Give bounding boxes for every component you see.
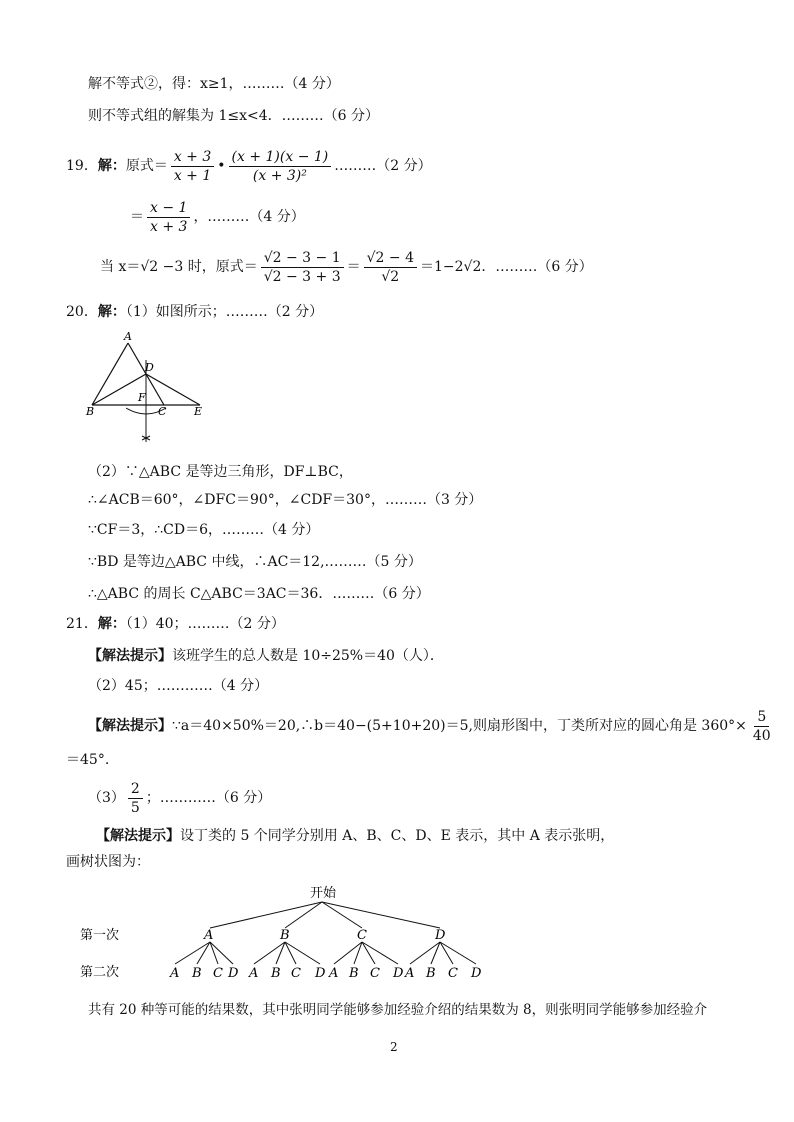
hint-label: 【解法提示】 (88, 718, 172, 734)
q19-text: 原式＝ (125, 158, 168, 174)
tree-node-l1-3: C (357, 928, 367, 943)
q19-fraction-3-num: x − 1 (147, 199, 190, 218)
hint-label: 【解法提示】 (88, 648, 172, 664)
q19-fraction-2-num: (x + 1)(x − 1) (229, 148, 332, 167)
q21-hint-2-cont: ＝45°. (66, 752, 110, 768)
tree-leaf: A (329, 966, 339, 981)
tree-leaf: D (393, 966, 404, 981)
tree-leaf: C (213, 966, 223, 981)
tree-node-l1-2: B (280, 928, 290, 943)
tree-start: 开始 (310, 886, 337, 901)
q19-equals-2: ＝ (346, 259, 361, 275)
hint-1-text: 该班学生的总人数是 10÷25%＝40（人）． (172, 648, 444, 664)
q19-number: 19． (66, 158, 98, 174)
q21-part-3-score: ；…………（6 分） (145, 790, 272, 806)
q20-part-1: （1）如图所示；………（2 分） (125, 304, 324, 320)
inequality-line-2: 则不等式组的解集为 1≤x<4．………（6 分） (88, 108, 379, 124)
tree-first-label: 第一次 (80, 928, 120, 943)
q21-part-3-label: （3） (88, 790, 125, 806)
q19-fraction-5-den: √2 (381, 268, 400, 285)
q19-fraction-3-den: x + 3 (150, 218, 188, 235)
tree-leaf: B (271, 966, 281, 981)
q20-line-6: ∴△ABC 的周长 C△ABC＝3AC＝36．………（6 分） (88, 586, 430, 602)
q21-hint-3-cont: 画树状图为： (66, 854, 150, 870)
q20-line-2: （2）∵△ABC 是等边三角形，DF⊥BC， (88, 464, 353, 480)
hint-2-text: ∵a＝40×50%＝20,∴b＝40−(5+10+20)＝5,则扇形图中，丁类所对应的圆心角是 360°× (172, 718, 747, 734)
hint-2-fraction-num: 5 (754, 708, 769, 727)
tree-node-l1-1: A (204, 928, 214, 943)
q21-conclusion: 共有 20 种等可能的结果数，其中张明同学能够参加经验介绍的结果数为 8，则张明同学能够参加经验介 (88, 1002, 708, 1018)
tree-leaf: B (349, 966, 359, 981)
tree-leaf: D (228, 966, 239, 981)
q21-part-1: （1）40；………（2 分） (125, 616, 285, 632)
q19-fraction-1-den: x + 1 (173, 167, 212, 184)
tree-leaf: B (192, 966, 202, 981)
tree-leaf: D (471, 966, 482, 981)
q21-part-3-fraction-den: 5 (130, 799, 140, 816)
inequality-line-1: 解不等式②，得：x≥1，………（4 分） (88, 76, 340, 92)
q19-condition: 当 x＝√2 −3 时，原式＝ (100, 259, 258, 275)
q19-equals: ＝ (130, 209, 144, 225)
q21-part-3-fraction-num: 2 (128, 780, 143, 799)
q20-line-3: ∴∠ACB＝60°，∠DFC＝90°，∠CDF＝30°，………（3 分） (88, 492, 483, 508)
q20-solution-label: 解： (97, 304, 126, 320)
tree-leaf: A (170, 966, 180, 981)
hint-3-text: 设丁类的 5 个同学分别用 A、B、C、D、E 表示，其中 A 表示张明， (180, 828, 615, 844)
tree-leaf: C (448, 966, 458, 981)
label-f: F (138, 391, 146, 404)
q19-solution-label: 解： (97, 158, 126, 174)
q19-score-1: ………（2 分） (334, 158, 432, 174)
q19-result: ＝1−2√2．………（6 分） (420, 259, 593, 275)
label-a: A (124, 330, 132, 343)
tree-leaf: B (426, 966, 436, 981)
label-c: C (158, 405, 167, 418)
q19-fraction-5-num: √2 − 4 (364, 249, 417, 268)
q20-number: 20． (66, 304, 98, 320)
tree-leaf: A (249, 966, 259, 981)
q19-score-2: ，………（4 分） (193, 209, 305, 225)
q21-line-2: （2）45；…………（4 分） (88, 678, 269, 694)
tree-leaf: D (315, 966, 326, 981)
tree-leaf: A (405, 966, 415, 981)
tree-leaf: C (370, 966, 380, 981)
q19-fraction-4-den: √2 − 3 + 3 (263, 268, 341, 285)
hint-2-fraction-den: 40 (752, 727, 771, 744)
q21-solution-label: 解： (97, 616, 126, 632)
q19-fraction-1-num: x + 3 (171, 148, 214, 167)
tree-node-l1-4: D (435, 928, 446, 943)
hint-label: 【解法提示】 (96, 828, 180, 844)
q20-line-5: ∵BD 是等边△ABC 中线，∴AC＝12,………（5 分） (88, 554, 422, 570)
page-number: 2 (390, 1040, 398, 1054)
q19-fraction-2-den: (x + 3)² (252, 167, 307, 184)
q21-number: 21． (66, 616, 98, 632)
tree-second-label: 第二次 (80, 965, 120, 980)
label-d: D (145, 361, 154, 374)
q20-line-4: ∵CF＝3，∴CD＝6，………（4 分） (88, 522, 320, 538)
label-b: B (86, 405, 95, 418)
tree-leaf: C (291, 966, 301, 981)
q19-dot: • (217, 158, 226, 174)
label-e: E (194, 405, 203, 418)
q19-fraction-4-num: √2 − 3 − 1 (261, 249, 344, 268)
